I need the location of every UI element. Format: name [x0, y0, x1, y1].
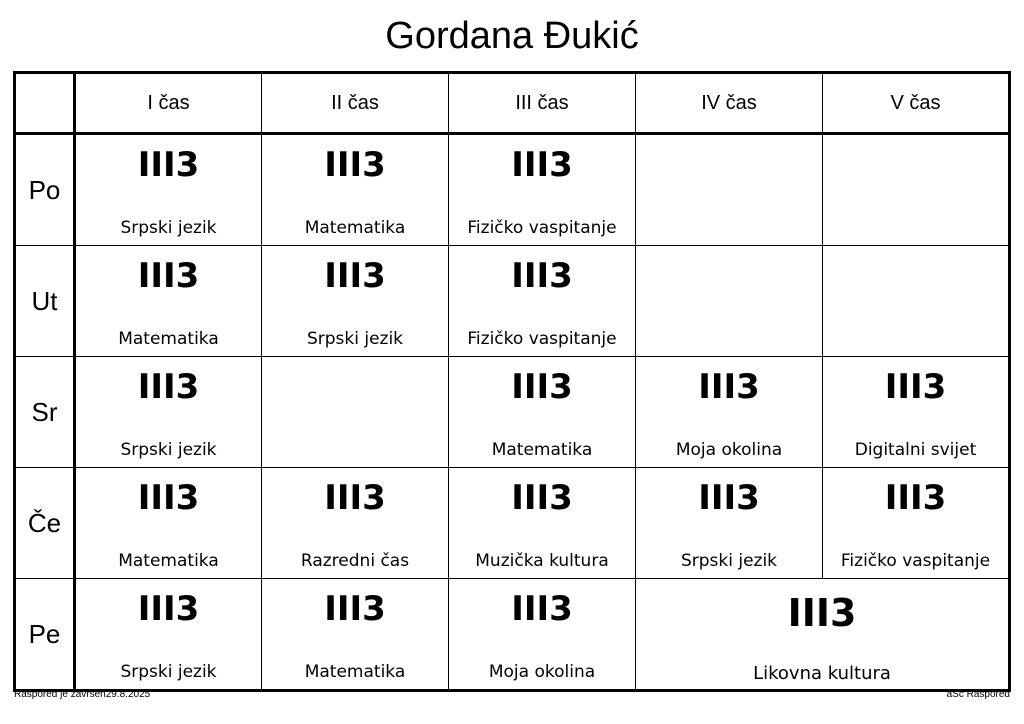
footer-completion-date: Raspored je završen29.8.2025	[14, 689, 151, 700]
lesson-cell-double	[636, 579, 1010, 691]
lesson-cell	[75, 579, 262, 691]
class-code: III3	[698, 478, 760, 518]
subject-name: Matematika	[118, 551, 219, 571]
lesson-cell	[449, 468, 636, 579]
class-code: III3	[787, 591, 857, 635]
empty-cell	[262, 357, 449, 468]
class-code: III3	[511, 589, 573, 629]
period-header-1: I čas	[75, 73, 262, 134]
lesson-cell	[75, 134, 262, 246]
lesson-cell	[75, 246, 262, 357]
lesson-cell	[449, 246, 636, 357]
class-code: III3	[137, 589, 200, 629]
lesson-cell	[449, 357, 636, 468]
page-title: Gordana Đukić	[385, 15, 639, 57]
subject-name: Matematika	[304, 662, 406, 682]
subject-name: Fizičko vaspitanje	[840, 551, 991, 571]
period-header-3: III čas	[449, 73, 636, 134]
subject-name: Srpski jezik	[306, 329, 404, 349]
class-code: III3	[137, 478, 200, 518]
lesson-cell	[636, 357, 823, 468]
day-label-ut: Ut	[15, 246, 75, 357]
class-code: III3	[324, 256, 386, 296]
lesson-cell	[75, 357, 262, 468]
day-label-sr: Sr	[15, 357, 75, 468]
period-header-4: IV čas	[636, 73, 823, 134]
subject-name: Razredni čas	[300, 551, 410, 571]
lesson-cell	[449, 134, 636, 246]
class-code: III3	[511, 478, 573, 518]
lesson-cell	[823, 357, 1010, 468]
corner-cell	[15, 73, 75, 134]
day-label-pe: Pe	[15, 579, 75, 691]
class-code: III3	[511, 367, 573, 407]
class-code: III3	[511, 145, 573, 185]
subject-name: Moja okolina	[675, 440, 783, 460]
class-code: III3	[324, 589, 386, 629]
class-code: III3	[137, 256, 200, 296]
class-code: III3	[884, 478, 947, 518]
subject-name: Srpski jezik	[120, 662, 217, 682]
day-row-pe	[15, 579, 1010, 691]
lesson-cell	[262, 579, 449, 691]
timetable	[13, 71, 1011, 692]
lesson-cell	[262, 468, 449, 579]
subject-name: Muzička kultura	[475, 551, 609, 571]
day-row-po	[15, 134, 1010, 246]
subject-name: Srpski jezik	[120, 218, 217, 238]
period-header-5: V čas	[823, 73, 1010, 134]
subject-name: Moja okolina	[488, 662, 596, 682]
class-code: III3	[884, 367, 947, 407]
footer-app-name: aSc Raspored	[946, 689, 1010, 700]
subject-name: Matematika	[491, 440, 593, 460]
class-code: III3	[324, 478, 386, 518]
subject-name: Matematika	[304, 218, 406, 238]
timetable-header-row	[15, 73, 1010, 134]
period-header-2: II čas	[262, 73, 449, 134]
lesson-cell	[262, 134, 449, 246]
empty-cell	[636, 246, 823, 357]
class-code: III3	[137, 145, 200, 185]
day-label-ce: Če	[15, 468, 75, 579]
lesson-cell	[449, 579, 636, 691]
day-row-sr	[15, 357, 1010, 468]
class-code: III3	[137, 367, 200, 407]
lesson-cell	[262, 246, 449, 357]
empty-cell	[636, 134, 823, 246]
subject-name: Fizičko vaspitanje	[467, 329, 617, 349]
class-code: III3	[511, 256, 573, 296]
lesson-cell	[823, 468, 1010, 579]
class-code: III3	[698, 367, 760, 407]
empty-cell	[823, 134, 1010, 246]
subject-name: Srpski jezik	[120, 440, 217, 460]
subject-name: Srpski jezik	[680, 551, 778, 571]
empty-cell	[823, 246, 1010, 357]
subject-name: Digitalni svijet	[854, 440, 977, 460]
class-code: III3	[324, 145, 386, 185]
lesson-cell	[636, 468, 823, 579]
day-row-ut	[15, 246, 1010, 357]
subject-name: Fizičko vaspitanje	[467, 218, 617, 238]
day-label-po: Po	[15, 134, 75, 246]
subject-name: Matematika	[118, 329, 219, 349]
lesson-cell	[75, 468, 262, 579]
subject-name: Likovna kultura	[753, 663, 891, 684]
day-row-ce	[15, 468, 1010, 579]
